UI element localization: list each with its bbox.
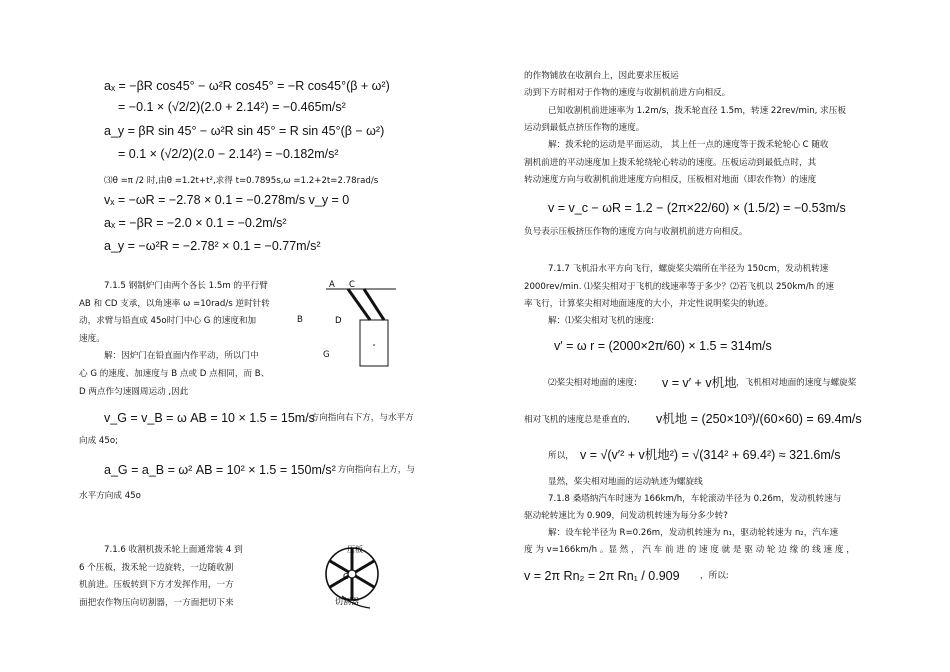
equation-eq_ag: a_G = a_B = ω² AB = 10² × 1.5 = 150m/s² xyxy=(104,463,336,477)
furnace-door-figure xyxy=(318,276,398,376)
text-line-r5: 解：拨禾轮的运动是平面运动， 其上任一点的速度等于拨禾轮轮心 C 随收 xyxy=(548,140,829,150)
text-line-p715h: 向成 45o; xyxy=(79,436,119,446)
reel-figure xyxy=(320,538,390,612)
text-line-r6: 割机前进的平动速度加上拨禾轮绕轮心转动的速度。压板运动到最低点时，其 xyxy=(524,158,817,168)
label-c: C xyxy=(349,280,355,290)
text-line-r18: 7.1.8 桑塔纳汽车时速为 166km/h，车轮滚动半径为 0.26m，发动机转速与 xyxy=(548,494,842,504)
equation-eq_v1: v = v_c − ωR = 1.2 − (2π×22/60) × (1.5/2) = −0.53m/s xyxy=(548,201,846,215)
text-line-r3: 已知收割机前进速率为 1.2m/s，拨禾轮直径 1.5m，转速 22rev/min, 求压板 xyxy=(548,106,846,116)
equation-eq_ay2: a_y = −ω²R = −2.78² × 0.1 = −0.77m/s² xyxy=(104,239,321,253)
text-line-r4: 运动到最低点挤压作物的速度。 xyxy=(524,123,645,133)
equation-eq_vplane: v机地 = (250×10³)/(60×60) = 69.4m/s xyxy=(656,412,862,426)
text-line-vg_note: ，方向指向右下方，与水平方 xyxy=(302,413,414,423)
text-line-p715g: D 两点作匀速圆周运动 ,因此 xyxy=(79,387,189,397)
cutter-label: 切割器 xyxy=(335,597,359,606)
label-g: G xyxy=(323,350,330,360)
text-line-r13: ⑵桨尖相对地面的速度: xyxy=(548,378,637,388)
text-line-p716a: 7.1.6 收割机拨禾轮上面通常装 4 到 xyxy=(104,545,243,555)
hub-label: C xyxy=(343,572,349,581)
text-line-p715b: AB 和 CD 支承，以角速率 ω =10rad/s 逆时针转 xyxy=(79,299,270,309)
text-line-r10: 2000rev/min. ⑴桨尖相对于飞机的线速率等于多少？⑵若飞机以 250km/h 的速 xyxy=(524,282,834,292)
text-line-p3: ⑶θ =π /2 时,由θ =1.2t+t²,求得 t=0.7895s,ω =1.2+2t=2.78rad/s xyxy=(104,176,379,186)
text-line-p715f: 心 G 的速度、加速度与 B 点或 D 点相同，而 B、 xyxy=(79,369,270,379)
text-line-r14: ，飞机相对地面的速度与螺旋桨 xyxy=(736,378,857,388)
text-line-r17: 显然，桨尖相对地面的运动轨迹为螺旋线 xyxy=(548,477,703,487)
text-line-p715d: 速度。 xyxy=(79,334,105,344)
text-line-r11: 率飞行，计算桨尖相对地面速度的大小，并定性说明桨尖的轨迹。 xyxy=(524,299,774,309)
equation-eq_ax1: aₓ = −βR cos45° − ω²R cos45° = −R cos45°(β + ω²) xyxy=(104,79,390,93)
equation-eq_ax2: aₓ = −βR = −2.0 × 0.1 = −0.2m/s² xyxy=(104,216,287,230)
plate-label: 压板 xyxy=(347,545,363,554)
equation-eq_ax1b: = −0.1 × (√2/2)(2.0 + 2.14²) = −0.465m/s² xyxy=(118,100,346,114)
text-line-ag_note: ，方向指向右上方，与 xyxy=(329,465,415,475)
equation-eq_ay1b: = 0.1 × (√2/2)(2.0 − 2.14²) = −0.182m/s² xyxy=(118,147,339,161)
equation-eq_vg: v_G = v_B = ω AB = 10 × 1.5 = 15m/s xyxy=(104,411,315,425)
equation-eq_ay1: a_y = βR sin 45° − ω²R sin 45° = R sin 45°(β − ω²) xyxy=(104,124,385,138)
equation-eq_vsum: v = v′ + v机地 xyxy=(662,376,737,390)
text-line-r19: 驱动轮转速比为 0.909，问发动机转速为每分多少转? xyxy=(524,511,728,521)
text-line-p716c: 机前进。压板转到下方才发挥作用，一方 xyxy=(79,580,234,590)
text-line-r15: 相对飞机的速度总是垂直的, xyxy=(524,415,630,425)
text-line-r16: 所以， xyxy=(548,451,574,461)
text-line-p716d: 面把农作物压向切割器，一方面把切下来 xyxy=(79,598,234,608)
text-line-p715a: 7.1.5 钢制炉门由两个各长 1.5m 的平行臂 xyxy=(104,281,268,291)
text-line-p716b: 6 个压板，拨禾轮一边旋转，一边随收割 xyxy=(79,563,234,573)
label-d: D xyxy=(335,316,342,326)
text-line-p715i: 水平方向成 45o xyxy=(79,491,141,501)
label-a: A xyxy=(329,280,335,290)
text-line-r8: 负号表示压板挤压作物的速度方向与收割机前进方向相反。 xyxy=(524,227,748,237)
text-line-r2: 动到下方时相对于作物的速度与收割机前进方向相反。 xyxy=(524,88,731,98)
equation-eq_vp: v′ = ω r = (2000×2π/60) × 1.5 = 314m/s xyxy=(554,339,772,353)
text-line-p715c: 动，求臂与铅直成 45o时门中心 G 的速度和加 xyxy=(79,316,257,326)
text-line-r12: 解：⑴桨尖相对飞机的速度: xyxy=(548,316,655,326)
equation-eq_v2: v = 2π Rn₂ = 2π Rn₁ / 0.909 xyxy=(524,569,680,583)
reel-hub xyxy=(348,570,356,578)
text-line-r9: 7.1.7 飞机沿水平方向飞行，螺旋桨尖端所在半径为 150cm，发动机转速 xyxy=(548,264,829,274)
text-line-r1: 的作物铺放在收割台上，因此要求压板运 xyxy=(524,71,679,81)
text-line-p715e: 解：因炉门在铅直面内作平动，所以门中 xyxy=(104,351,259,361)
door-rect xyxy=(360,320,388,366)
text-line-r20: 解：设车轮半径为 R=0.26m，发动机转速为 n₁，驱动轮转速为 n₂，汽车速 xyxy=(548,528,839,538)
text-line-r21: 度 为 v=166km/h 。显 然 ， 汽 车 前 进 的 速 度 就 是 驱 动 轮 边 缘 的 线 速 度 ， xyxy=(524,545,855,555)
equation-eq_vx: vₓ = −ωR = −2.78 × 0.1 = −0.278m/s v_y = 0 xyxy=(104,193,350,207)
door-center-point xyxy=(373,344,375,346)
text-line-r7: 转动速度方向与收割机前进速度方向相反，压板相对地面（即农作物）的速度 xyxy=(524,175,817,185)
label-b: B xyxy=(297,315,303,325)
text-line-r22: ，所以: xyxy=(700,571,729,581)
equation-eq_vtot: v = √(v′² + v机地²) = √(314² + 69.4²) ≈ 321.6m/s xyxy=(580,448,841,462)
